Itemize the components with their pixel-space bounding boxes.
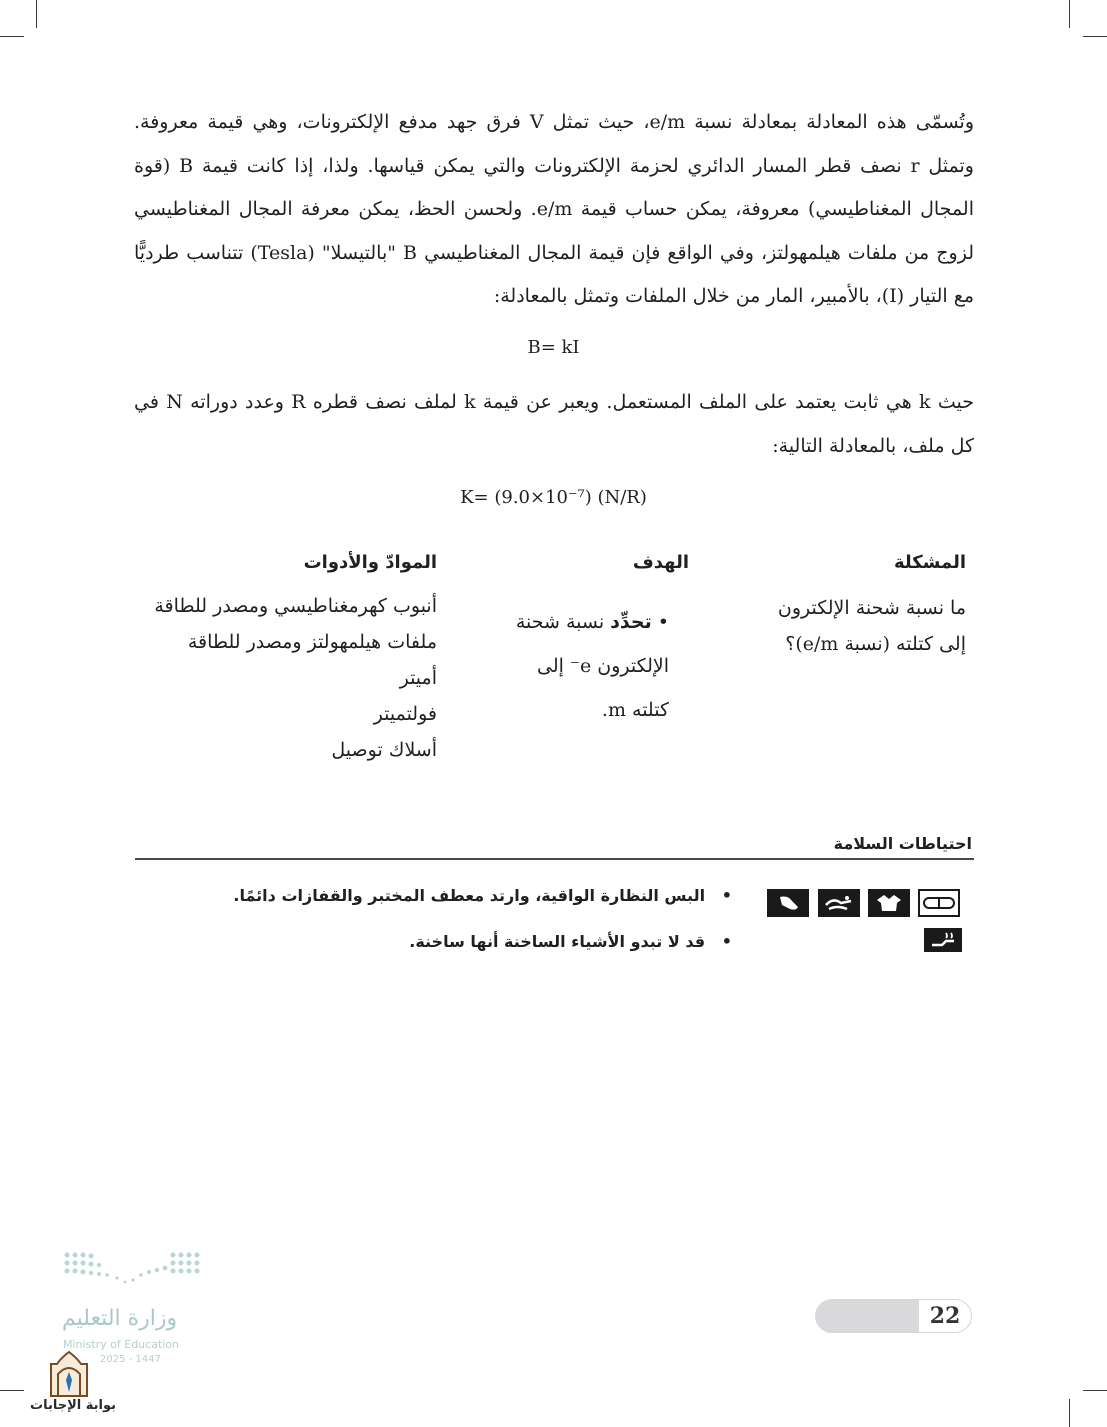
goal-line-1 [516, 600, 669, 644]
materials-heading: الموادّ والأدوات [303, 552, 437, 573]
problem-heading: المشكلة [893, 552, 966, 573]
intro-paragraph: وتُسمّى هذه المعادلة بمعادلة نسبة e/m، حيث تمثل V فرق جهد مدفع الإلكترونات، وهي قيمة معروفة. وتمثل r نصف قطر المسار الدائري لحزمة الإلكترونات والتي يمكن قياسها. ولذا، إذا كانت قيمة B (قوة المجال المغناطيسي) معروفة، يمكن حساب قيمة e/m. ولحسن الحظ، يمكن معرفة المجال المغناطيسي لزوج من ملفات هيلمهولتز، وفي الواقع فإن قيمة المجال المغناطيسي B "بالتيسلا" (Tesla) تتناسب طرديًّا مع التيار (I)، بالأمبير، المار من خلال الملفات وتمثل بالمعادلة: [134, 111, 974, 307]
safety-divider [135, 858, 974, 860]
portal-label: بوابة الإجابات [30, 1398, 116, 1413]
crop-mark [36, 0, 37, 28]
equation-b-ki: B= kI [527, 337, 580, 358]
materials-item: أسلاك توصيل [331, 739, 437, 761]
goal-bullet: • [657, 611, 669, 633]
problem-text [778, 590, 966, 662]
problem-line: ما نسبة شحنة الإلكترون [777, 597, 966, 619]
crop-mark [1083, 36, 1107, 37]
materials-list [154, 588, 437, 768]
equation-k: K= (9.0×10⁻⁷) (N/R) [460, 487, 647, 508]
bullet: • [705, 886, 732, 905]
lab-coat-icon [868, 889, 910, 917]
materials-item: أنبوب كهرمغناطيسي ومصدر للطاقة [154, 595, 437, 617]
crop-mark [1069, 1399, 1070, 1427]
goal-line: نسبة شحنة [515, 611, 605, 633]
goal-heading: الهدف [632, 552, 689, 573]
hand-wash-icon [818, 889, 860, 917]
goal-verb: تحدِّد [610, 611, 652, 633]
materials-item: أميتر [399, 667, 437, 689]
bullet: • [705, 932, 732, 951]
gloves-icon [767, 889, 809, 917]
goggles-icon [918, 889, 960, 917]
crop-mark [1083, 1390, 1107, 1391]
crop-mark [0, 1390, 24, 1391]
problem-line: إلى كتلته (نسبة e/m)؟ [785, 633, 966, 655]
ministry-year: 2025 - 1447 [100, 1354, 161, 1365]
page-number: 22 [918, 1299, 972, 1333]
portal-logo-icon [47, 1350, 91, 1398]
ministry-name-arabic: وزارة التعليم [62, 1306, 178, 1331]
crop-mark [1069, 0, 1070, 28]
safety-heading: احتياطات السلامة [833, 834, 972, 853]
ministry-logo-icon [62, 1250, 202, 1290]
safety-item: • قد لا تبدو الأشياء الساخنة أنها ساخنة. [409, 932, 732, 951]
goal-text [516, 600, 669, 732]
goal-line: الإلكترون e⁻ إلى [536, 655, 669, 677]
materials-item: فولتميتر [373, 703, 437, 725]
hot-object-icon [924, 928, 962, 952]
safety-item: • البس النظارة الواقية، وارتد معطف المختبر والقفازات دائمًا. [233, 886, 732, 905]
ministry-name-english: Ministry of Education [63, 1338, 180, 1351]
k-paragraph: حيث k هي ثابت يعتمد على الملف المستعمل. ويعبر عن قيمة k لملف نصف قطره R وعدد دوراته N في كل ملف، بالمعادلة التالية: [134, 391, 974, 457]
materials-item: ملفات هيلمهولتز ومصدر للطاقة [187, 631, 437, 653]
goal-line: كتلته m. [601, 699, 669, 721]
page-number-badge [815, 1299, 972, 1333]
crop-mark [0, 36, 24, 37]
